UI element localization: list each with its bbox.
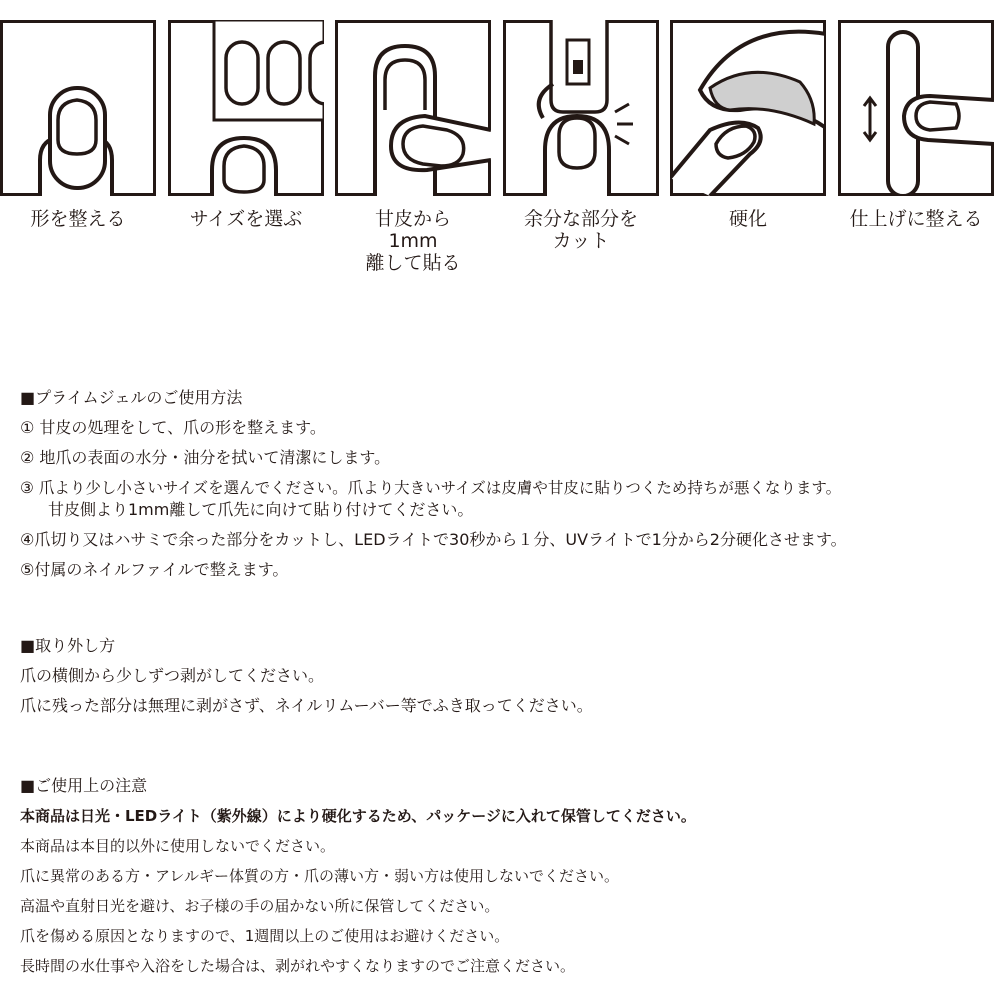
step-2: [168, 20, 324, 230]
usage-step-5: ⑤付属のネイルファイルで整えます。: [20, 560, 289, 579]
usage-step-2: ② 地爪の表面の水分・油分を拭いて清潔にします。: [20, 448, 391, 467]
caution-item-bold: 本商品は日光・LEDライト（紫外線）により硬化するため、パッケージに入れて保管してください。: [20, 807, 696, 825]
usage-step-1: ① 甘皮の処理をして、爪の形を整えます。: [20, 418, 326, 437]
step-caption: 形を整える: [30, 208, 126, 230]
usage-step-3: ③ 爪より少し小さいサイズを選んでください。爪より大きいサイズは皮膚や甘皮に貼りつくため持ちが悪くなります。: [20, 479, 842, 497]
removal-item: 爪の横側から少しずつ剥がしてください。: [20, 666, 325, 685]
step-caption: 仕上げに整える: [849, 208, 983, 230]
usage-title: ■プライムジェルのご使用方法: [20, 388, 243, 407]
step-caption: 甘皮から 1mm 離して貼る: [365, 208, 461, 274]
step-4: [503, 20, 659, 252]
caution-item: 長時間の水仕事や入浴をした場合は、剥がれやすくなりますのでご注意ください。: [20, 957, 576, 975]
caution-item: 高温や直射日光を避け、お子様の手の届かない所に保管してください。: [20, 897, 500, 915]
usage-step-4: ④爪切り又はハサミで余った部分をカットし、LEDライトで30秒から１分、UVライトで1分から2分硬化させます。: [20, 530, 847, 549]
caution-item: 爪を傷める原因となりますので、1週間以上のご使用はお避けください。: [20, 927, 510, 945]
nail-file-finish-icon: [838, 20, 994, 196]
usage-step-3-cont: 甘皮側より1mm離して爪先に向けて貼り付けてください。: [48, 500, 474, 519]
step-6: [838, 20, 994, 230]
step-5: [670, 20, 826, 230]
step-3: [335, 20, 491, 274]
step-caption: 硬化: [728, 208, 767, 230]
caution-title: ■ご使用上の注意: [20, 776, 148, 795]
removal-item: 爪に残った部分は無理に剥がさず、ネイルリムーバー等でふき取ってください。: [20, 696, 593, 715]
caution-item: 本商品は本目的以外に使用しないでください。: [20, 837, 336, 855]
nail-size-select-icon: [168, 20, 324, 196]
nail-clipper-cut-icon: [503, 20, 659, 196]
uv-lamp-cure-icon: [670, 20, 826, 196]
step-illustrations: [0, 0, 1000, 300]
caution-item: 爪に異常のある方・アレルギー体質の方・爪の薄い方・弱い方は使用しないでください。: [20, 867, 620, 885]
step-caption: 余分な部分を カット: [523, 208, 638, 252]
step-caption: サイズを選ぶ: [189, 208, 303, 230]
removal-title: ■取り外し方: [20, 636, 116, 655]
step-1: [0, 20, 156, 230]
caution-section: [20, 776, 995, 976]
nail-file-shape-icon: [0, 20, 156, 196]
nail-apply-icon: [335, 20, 491, 196]
removal-section: [20, 636, 995, 716]
usage-section: [20, 388, 995, 580]
